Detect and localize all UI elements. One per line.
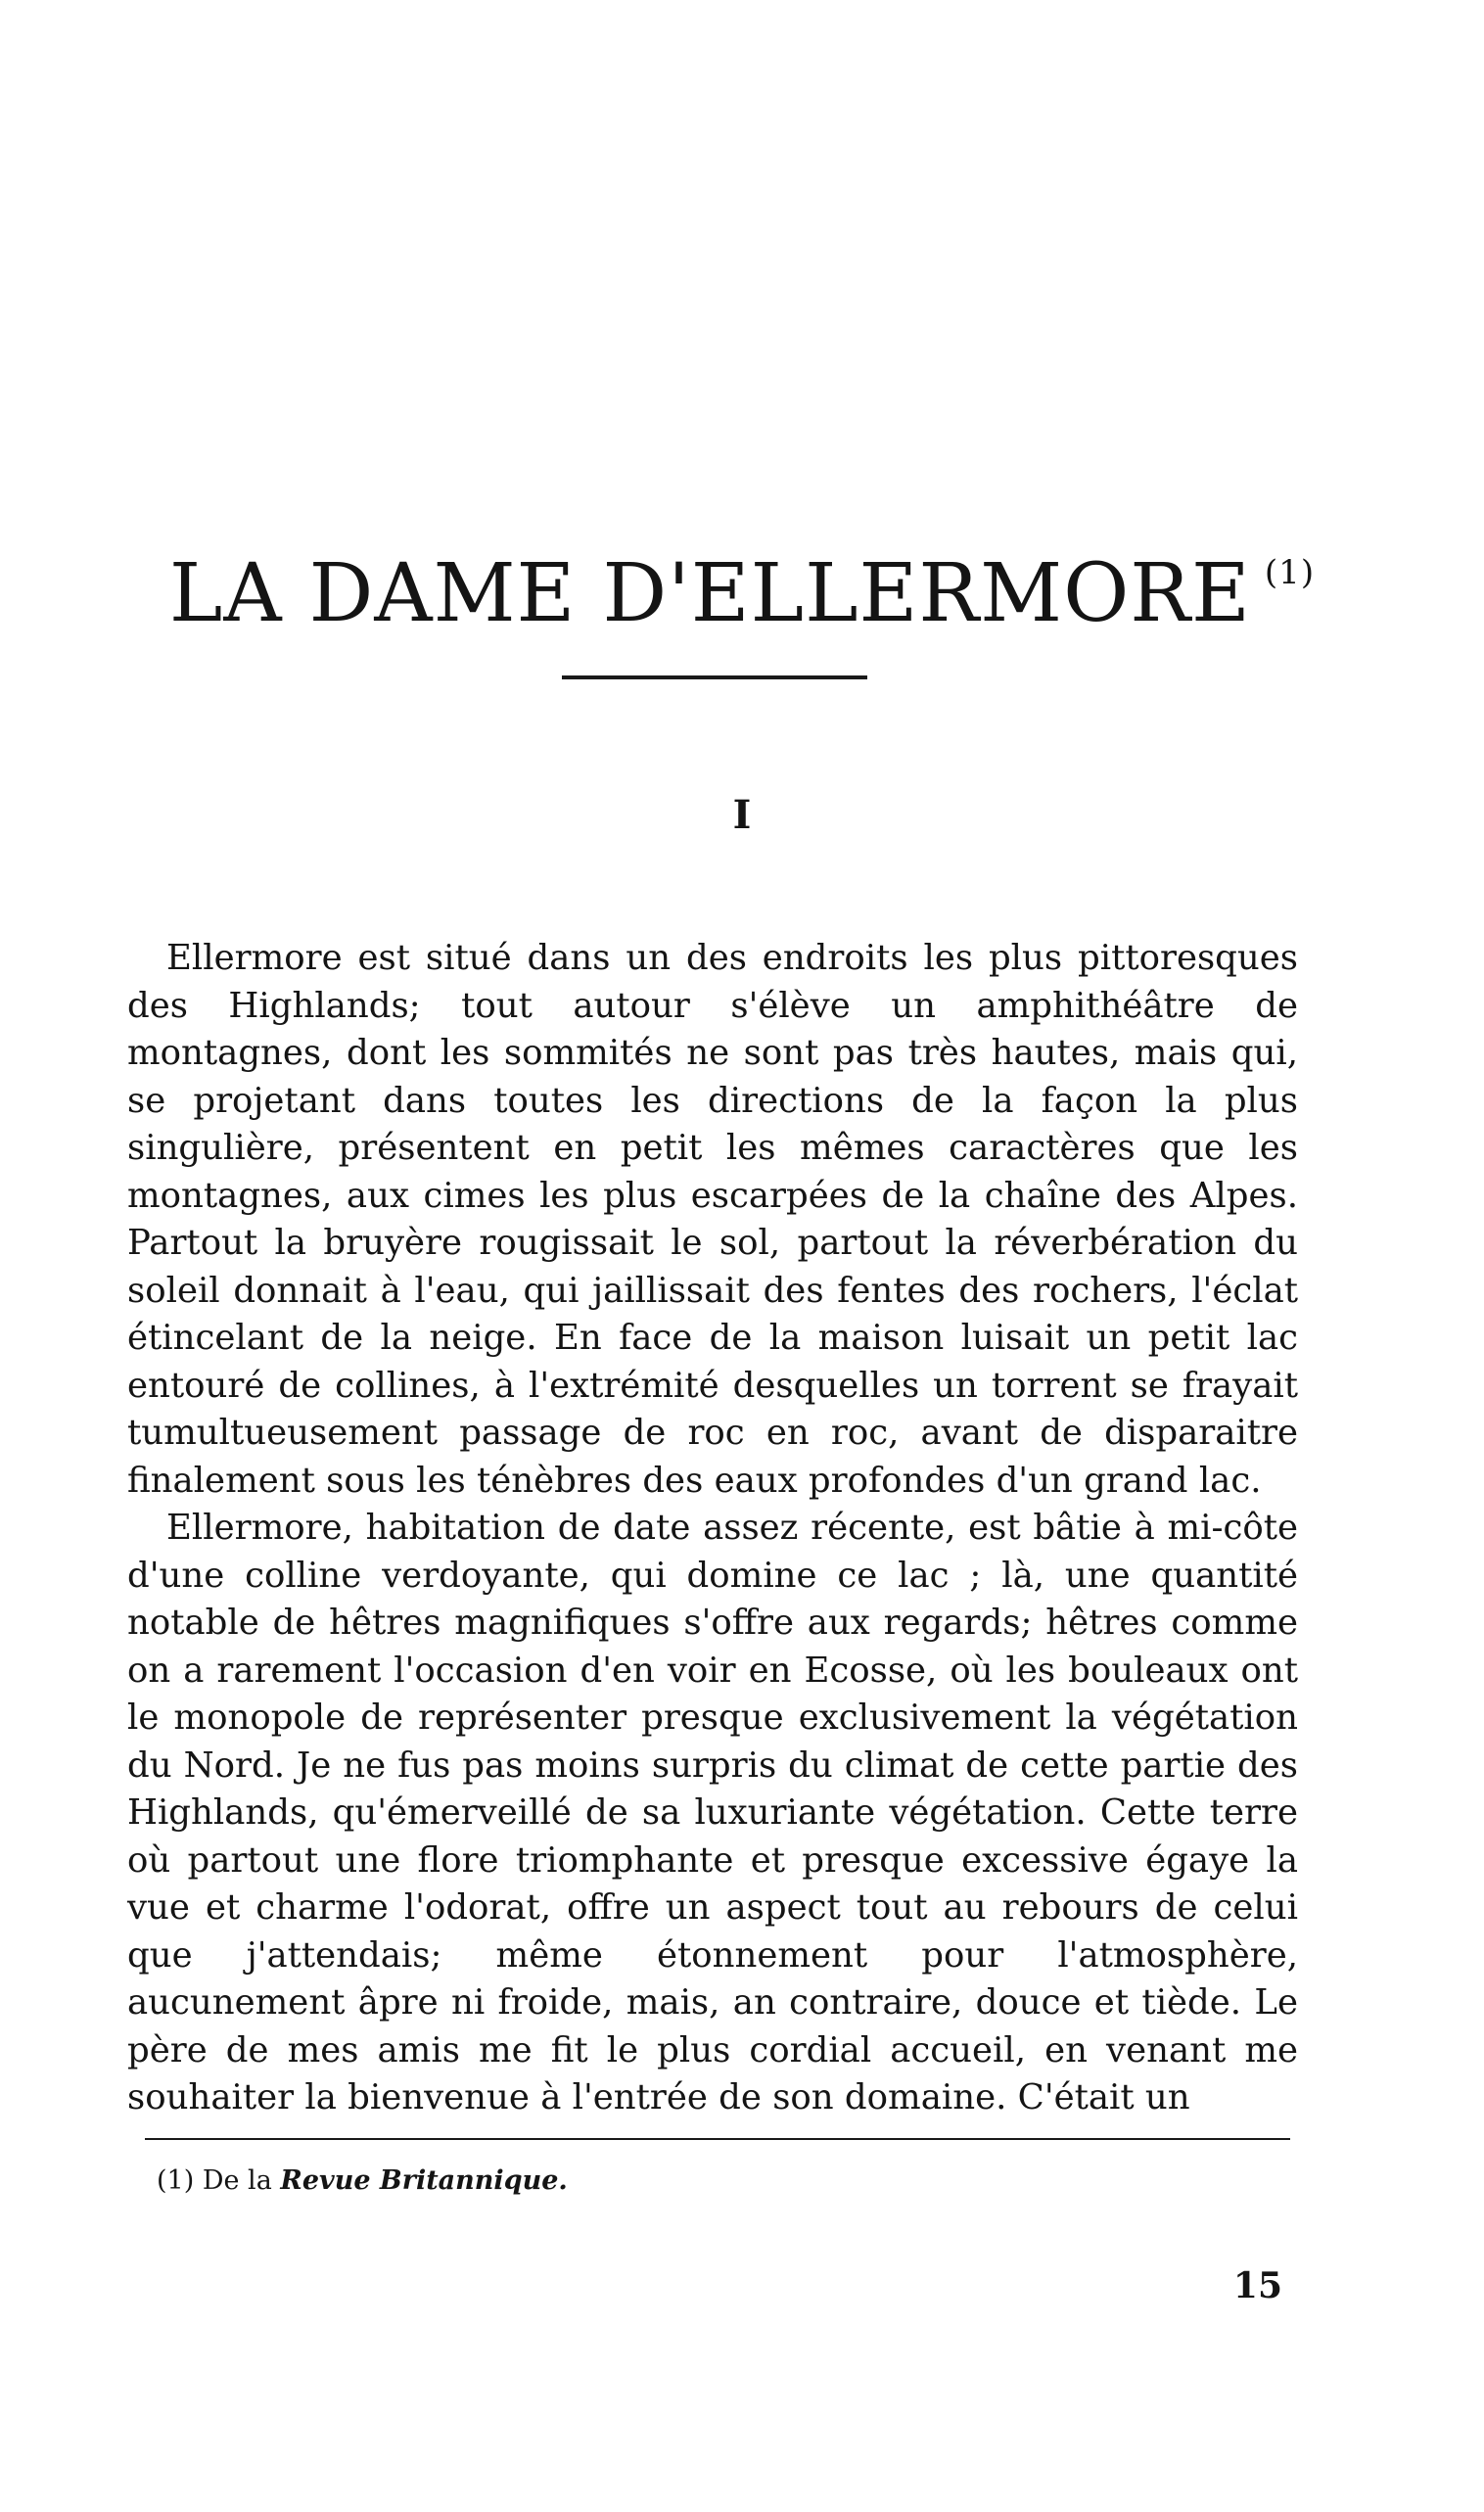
page-title bbox=[0, 524, 1484, 643]
footnote-marker: (1) bbox=[157, 2165, 195, 2196]
body-text bbox=[127, 935, 1298, 2122]
chapter-number: I bbox=[732, 792, 752, 838]
footnote-prefix: De la bbox=[202, 2165, 272, 2196]
footnote bbox=[157, 2162, 568, 2201]
footnote-divider bbox=[145, 2138, 1290, 2140]
paragraph: Ellermore est situé dans un des endroits les plus pittoresques des Highlands; tout autour s'élève un amphithéâtre de montagnes, dont les sommités ne sont pas très hautes, mais qui, se projetant dans toutes les directions de la façon la plus singulière, présentent en petit les mêmes caractères que les montagnes, aux cimes les plus escarpées de la chaîne des Alpes. Partout la bruyère rougissait le sol, partout la réverbération du soleil donnait à l'eau, qui jaillissait des fentes des rochers, l'éclat étincelant de la neige. En face de la maison luisait un petit lac entouré de collines, à l'extrémité desquelles un torrent se frayait tumultueusement passage de roc en roc, avant de disparaitre finalement sous les ténèbres des eaux profondes d'un grand lac. bbox=[127, 938, 1298, 1501]
title-footnote-ref: (1) bbox=[1264, 552, 1316, 592]
footnote-journal: Revue Britannique. bbox=[280, 2165, 568, 2196]
title-divider bbox=[562, 675, 867, 679]
paragraph: Ellermore, habitation de date assez récente, est bâtie à mi-côte d'une colline verdoyante, qui domine ce lac ; là, une quantité notable de hêtres magnifiques s'offre aux regards; hêtres comme on a rarement l'occasion d'en voir en Ecosse, où les bouleaux ont le monopole de représenter presque exclusivement la végétation du Nord. Je ne fus pas moins surpris du climat de cette partie des Highlands, qu'émerveillé de sa luxuriante végétation. Cette terre où partout une flore triomphante et presque excessive égaye la vue et charme l'odorat, offre un aspect tout au rebours de celui que j'attendais; même étonnement pour l'atmosphère, aucunement âpre ni froide, mais, an contraire, douce et tiède. Le père de mes amis me fit le plus cordial accueil, en venant me souhaiter la bienvenue à l'entrée de son domaine. C'était un bbox=[127, 1508, 1298, 2117]
title-text: LA DAME D'ELLERMORE bbox=[168, 546, 1251, 640]
page-number: 15 bbox=[1232, 2265, 1282, 2306]
